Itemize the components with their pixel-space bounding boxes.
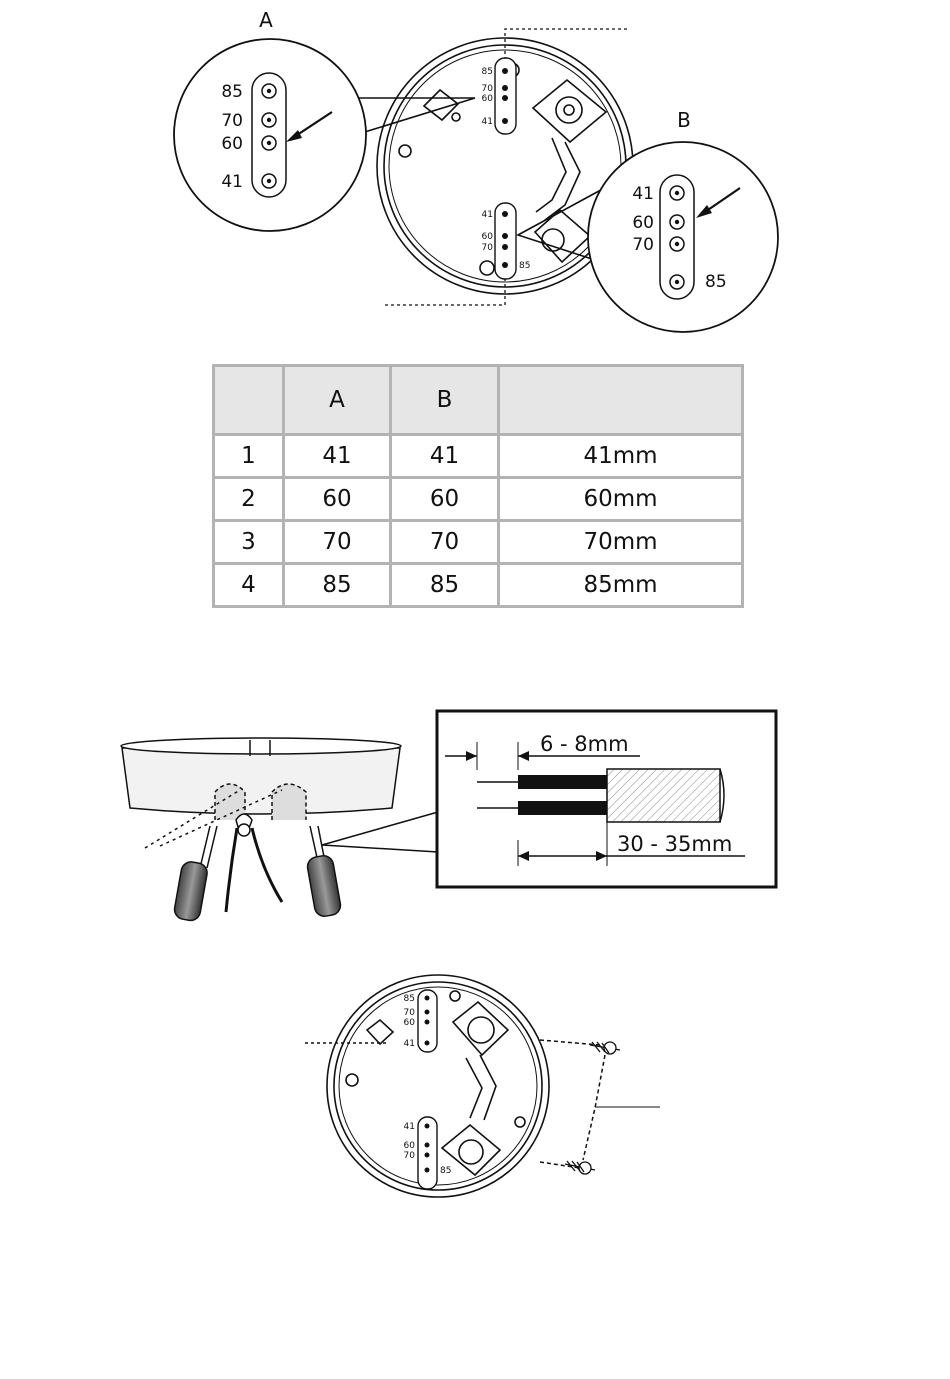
table-cell: 60 bbox=[284, 478, 391, 521]
base-hole-label: 70 bbox=[403, 1151, 415, 1161]
table-cell: 4 bbox=[214, 564, 284, 607]
table-cell: 3 bbox=[214, 521, 284, 564]
table-cell: 85 bbox=[284, 564, 391, 607]
base-hole-label: 41 bbox=[481, 210, 493, 220]
callout-b-hole-label: 41 bbox=[632, 184, 654, 204]
table-cell: 85 bbox=[391, 564, 499, 607]
base-hole-label: 60 bbox=[481, 232, 493, 242]
table-cell: 2 bbox=[214, 478, 284, 521]
base-hole-label: 70 bbox=[481, 243, 493, 253]
callout-a-hole-label: 85 bbox=[221, 82, 243, 102]
base-hole-label: 70 bbox=[403, 1008, 415, 1018]
base-hole-label: 85 bbox=[481, 67, 493, 77]
table-cell: 70 bbox=[284, 521, 391, 564]
screw-icon bbox=[565, 1161, 595, 1174]
table-cell: 41 bbox=[284, 435, 391, 478]
table-cell: 41mm bbox=[499, 435, 743, 478]
base-hole-label: 60 bbox=[403, 1141, 415, 1151]
table-cell: 70mm bbox=[499, 521, 743, 564]
base-hole-label: 85 bbox=[519, 261, 531, 271]
callout-b-label: B bbox=[677, 108, 691, 132]
base-hole-label: 70 bbox=[481, 84, 493, 94]
strip-length-label: 6 - 8mm bbox=[540, 732, 629, 756]
table-cell: 85mm bbox=[499, 564, 743, 607]
base-hole-label: 85 bbox=[403, 994, 415, 1004]
table-cell: 1 bbox=[214, 435, 284, 478]
base-hole-label: 60 bbox=[403, 1018, 415, 1028]
callout-a-hole-label: 60 bbox=[221, 134, 243, 154]
table-cell: 41 bbox=[391, 435, 499, 478]
sheath-length-label: 30 - 35mm bbox=[617, 832, 733, 856]
table-header: B bbox=[391, 366, 499, 435]
callout-b-hole-label: 60 bbox=[632, 213, 654, 233]
callout-b-hole-label: 70 bbox=[632, 235, 654, 255]
base-hole-label: 41 bbox=[403, 1039, 415, 1049]
table-cell: 60mm bbox=[499, 478, 743, 521]
base-hole-label: 41 bbox=[481, 117, 493, 127]
callout-b-hole-label: 85 bbox=[705, 272, 727, 292]
callout-a-hole-label: 70 bbox=[221, 111, 243, 131]
table-cell: 60 bbox=[391, 478, 499, 521]
base-hole-label: 85 bbox=[440, 1166, 452, 1176]
base-hole-label: 60 bbox=[481, 94, 493, 104]
table-header: A bbox=[284, 366, 391, 435]
screw-icon bbox=[590, 1042, 620, 1054]
detector-base-open bbox=[327, 975, 549, 1197]
callout-a-label: A bbox=[259, 8, 273, 32]
callout-a-hole-label: 41 bbox=[221, 172, 243, 192]
base-hole-label: 41 bbox=[403, 1122, 415, 1132]
table-cell: 70 bbox=[391, 521, 499, 564]
